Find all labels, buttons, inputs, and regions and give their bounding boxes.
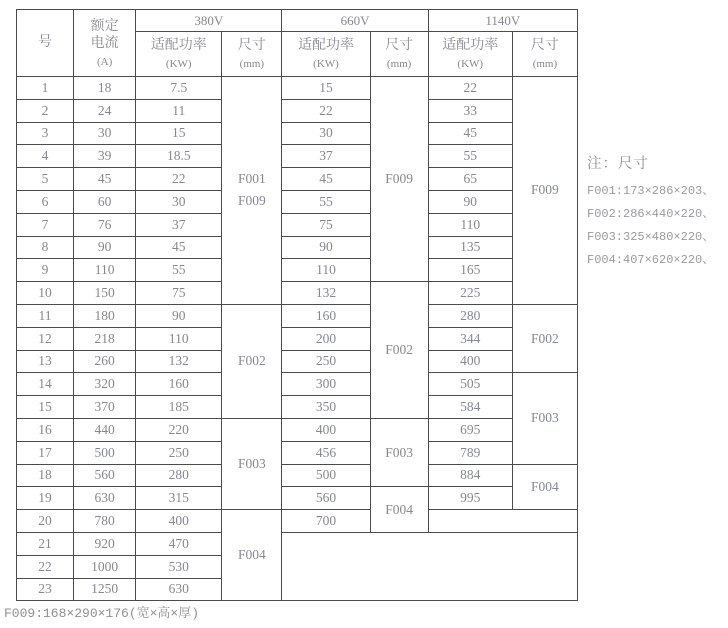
header-group-660v: 660V	[282, 10, 428, 32]
header-row-groups	[17, 10, 578, 32]
header-no: 号	[17, 10, 74, 77]
table-row	[17, 373, 578, 396]
table-row	[17, 350, 578, 373]
rated-current: 320	[74, 373, 136, 396]
row-no: 1	[17, 77, 74, 100]
power-380: 132	[136, 350, 222, 373]
row-no: 23	[17, 578, 74, 601]
power-1140: 584	[428, 396, 512, 419]
size-660-f002: F002	[370, 282, 428, 419]
size-380-f002: F002	[222, 304, 282, 418]
table-row	[17, 510, 578, 533]
size-note	[587, 152, 727, 272]
size-1140-f004: F004	[512, 464, 577, 510]
size-660-f004: F004	[370, 487, 428, 533]
row-no: 14	[17, 373, 74, 396]
power-1140: 995	[428, 487, 512, 510]
power-1140: 33	[428, 99, 512, 122]
size-1140-f002: F002	[512, 304, 577, 372]
power-380: 185	[136, 396, 222, 419]
power-1140: 344	[428, 327, 512, 350]
power-1140: 505	[428, 373, 512, 396]
power-380: 630	[136, 578, 222, 601]
power-1140: 884	[428, 464, 512, 487]
table-row	[17, 77, 578, 100]
row-no: 15	[17, 396, 74, 419]
power-380: 55	[136, 259, 222, 282]
power-1140: 280	[428, 304, 512, 327]
table-row	[17, 213, 578, 236]
rated-current: 500	[74, 441, 136, 464]
power-660: 500	[282, 464, 370, 487]
power-1140: 110	[428, 213, 512, 236]
power-660: 90	[282, 236, 370, 259]
power-380: 37	[136, 213, 222, 236]
size-note-line-f003: F003:325×480×220、	[587, 230, 715, 244]
rated-current: 150	[74, 282, 136, 305]
power-380: 11	[136, 99, 222, 122]
rated-current: 30	[74, 122, 136, 145]
power-660: 37	[282, 145, 370, 168]
power-660: 560	[282, 487, 370, 510]
table-row	[17, 99, 578, 122]
row-no: 13	[17, 350, 74, 373]
header-current-line2: 电流	[90, 35, 119, 51]
table-row	[17, 145, 578, 168]
power-380: 470	[136, 532, 222, 555]
power-1140: 65	[428, 168, 512, 191]
spec-table	[16, 9, 578, 601]
power-660: 132	[282, 282, 370, 305]
power-660: 55	[282, 190, 370, 213]
size-note-line-f001: F001:173×286×203、	[587, 184, 715, 198]
power-660: 250	[282, 350, 370, 373]
rated-current: 45	[74, 168, 136, 191]
power-660: 45	[282, 168, 370, 191]
header-current-line1: 额定	[90, 18, 119, 34]
power-660: 350	[282, 396, 370, 419]
table-row	[17, 441, 578, 464]
power-380: 90	[136, 304, 222, 327]
power-660: 22	[282, 99, 370, 122]
power-660: 75	[282, 213, 370, 236]
power-660: 30	[282, 122, 370, 145]
rated-current: 24	[74, 99, 136, 122]
size-660-f009: F009	[370, 77, 428, 282]
power-380: 315	[136, 487, 222, 510]
rated-current: 90	[74, 236, 136, 259]
empty-region-660-1140	[282, 532, 578, 600]
size-380-f003: F003	[222, 418, 282, 509]
row-no: 22	[17, 555, 74, 578]
power-660: 456	[282, 441, 370, 464]
power-660: 300	[282, 373, 370, 396]
row-no: 12	[17, 327, 74, 350]
header-size-380: 尺寸 (mm)	[222, 32, 282, 77]
rated-current: 440	[74, 418, 136, 441]
power-660: 200	[282, 327, 370, 350]
rated-current: 780	[74, 510, 136, 533]
row-no: 20	[17, 510, 74, 533]
rated-current: 76	[74, 213, 136, 236]
power-380: 30	[136, 190, 222, 213]
power-380: 7.5	[136, 77, 222, 100]
power-660: 400	[282, 418, 370, 441]
empty-cell-1140-row20	[428, 510, 577, 533]
rated-current: 39	[74, 145, 136, 168]
header-power-660: 适配功率 (KW)	[282, 32, 370, 77]
header-size-660: 尺寸 (mm)	[370, 32, 428, 77]
header-group-1140v: 1140V	[428, 10, 577, 32]
power-380: 400	[136, 510, 222, 533]
power-660: 110	[282, 259, 370, 282]
row-no: 3	[17, 122, 74, 145]
row-no: 11	[17, 304, 74, 327]
row-no: 10	[17, 282, 74, 305]
header-power-380: 适配功率 (KW)	[136, 32, 222, 77]
rated-current: 60	[74, 190, 136, 213]
rated-current: 920	[74, 532, 136, 555]
rated-current: 218	[74, 327, 136, 350]
power-1140: 695	[428, 418, 512, 441]
size-1140-f009: F009	[512, 77, 577, 305]
header-power-1140: 适配功率 (KW)	[428, 32, 512, 77]
rated-current: 370	[74, 396, 136, 419]
power-660: 700	[282, 510, 370, 533]
power-380: 280	[136, 464, 222, 487]
table-row	[17, 304, 578, 327]
table-row	[17, 259, 578, 282]
size-380-f001-f009: F001 F009	[222, 77, 282, 305]
power-1140: 165	[428, 259, 512, 282]
row-no: 16	[17, 418, 74, 441]
f009-dimension-note: F009:168×290×176(宽×高×厚)	[4, 606, 200, 621]
row-no: 17	[17, 441, 74, 464]
power-380: 220	[136, 418, 222, 441]
row-no: 9	[17, 259, 74, 282]
power-660: 15	[282, 77, 370, 100]
table-row	[17, 327, 578, 350]
table-row	[17, 282, 578, 305]
power-1140: 90	[428, 190, 512, 213]
power-380: 45	[136, 236, 222, 259]
power-380: 18.5	[136, 145, 222, 168]
power-380: 250	[136, 441, 222, 464]
size-note-line-f002: F002:286×440×220、	[587, 207, 715, 221]
power-380: 75	[136, 282, 222, 305]
rated-current: 1000	[74, 555, 136, 578]
row-no: 6	[17, 190, 74, 213]
rated-current: 180	[74, 304, 136, 327]
power-380: 110	[136, 327, 222, 350]
power-380: 15	[136, 122, 222, 145]
size-380-f004: F004	[222, 510, 282, 601]
size-note-title: 注：尺寸	[587, 156, 649, 172]
row-no: 2	[17, 99, 74, 122]
row-no: 19	[17, 487, 74, 510]
power-380: 160	[136, 373, 222, 396]
header-size-1140: 尺寸 (mm)	[512, 32, 577, 77]
rated-current: 630	[74, 487, 136, 510]
rated-current: 260	[74, 350, 136, 373]
power-1140: 400	[428, 350, 512, 373]
table-row	[17, 396, 578, 419]
power-1140: 135	[428, 236, 512, 259]
power-1140: 45	[428, 122, 512, 145]
power-1140: 55	[428, 145, 512, 168]
rated-current: 1250	[74, 578, 136, 601]
power-1140: 22	[428, 77, 512, 100]
row-no: 21	[17, 532, 74, 555]
rated-current: 560	[74, 464, 136, 487]
table-row	[17, 190, 578, 213]
rated-current: 110	[74, 259, 136, 282]
table-row	[17, 532, 578, 555]
power-1140: 789	[428, 441, 512, 464]
header-rated-current	[74, 10, 136, 77]
power-1140: 225	[428, 282, 512, 305]
row-no: 18	[17, 464, 74, 487]
power-380: 530	[136, 555, 222, 578]
size-note-line-f004: F004:407×620×220、	[587, 253, 715, 267]
header-current-unit: (A)	[97, 55, 113, 68]
power-380: 22	[136, 168, 222, 191]
row-no: 5	[17, 168, 74, 191]
table-row	[17, 168, 578, 191]
size-1140-f003: F003	[512, 373, 577, 464]
table-row	[17, 418, 578, 441]
table-row	[17, 236, 578, 259]
rated-current: 18	[74, 77, 136, 100]
table-row	[17, 487, 578, 510]
row-no: 4	[17, 145, 74, 168]
row-no: 7	[17, 213, 74, 236]
size-660-f003: F003	[370, 418, 428, 486]
header-group-380v: 380V	[136, 10, 282, 32]
row-no: 8	[17, 236, 74, 259]
table-row	[17, 464, 578, 487]
table-row	[17, 122, 578, 145]
power-660: 160	[282, 304, 370, 327]
